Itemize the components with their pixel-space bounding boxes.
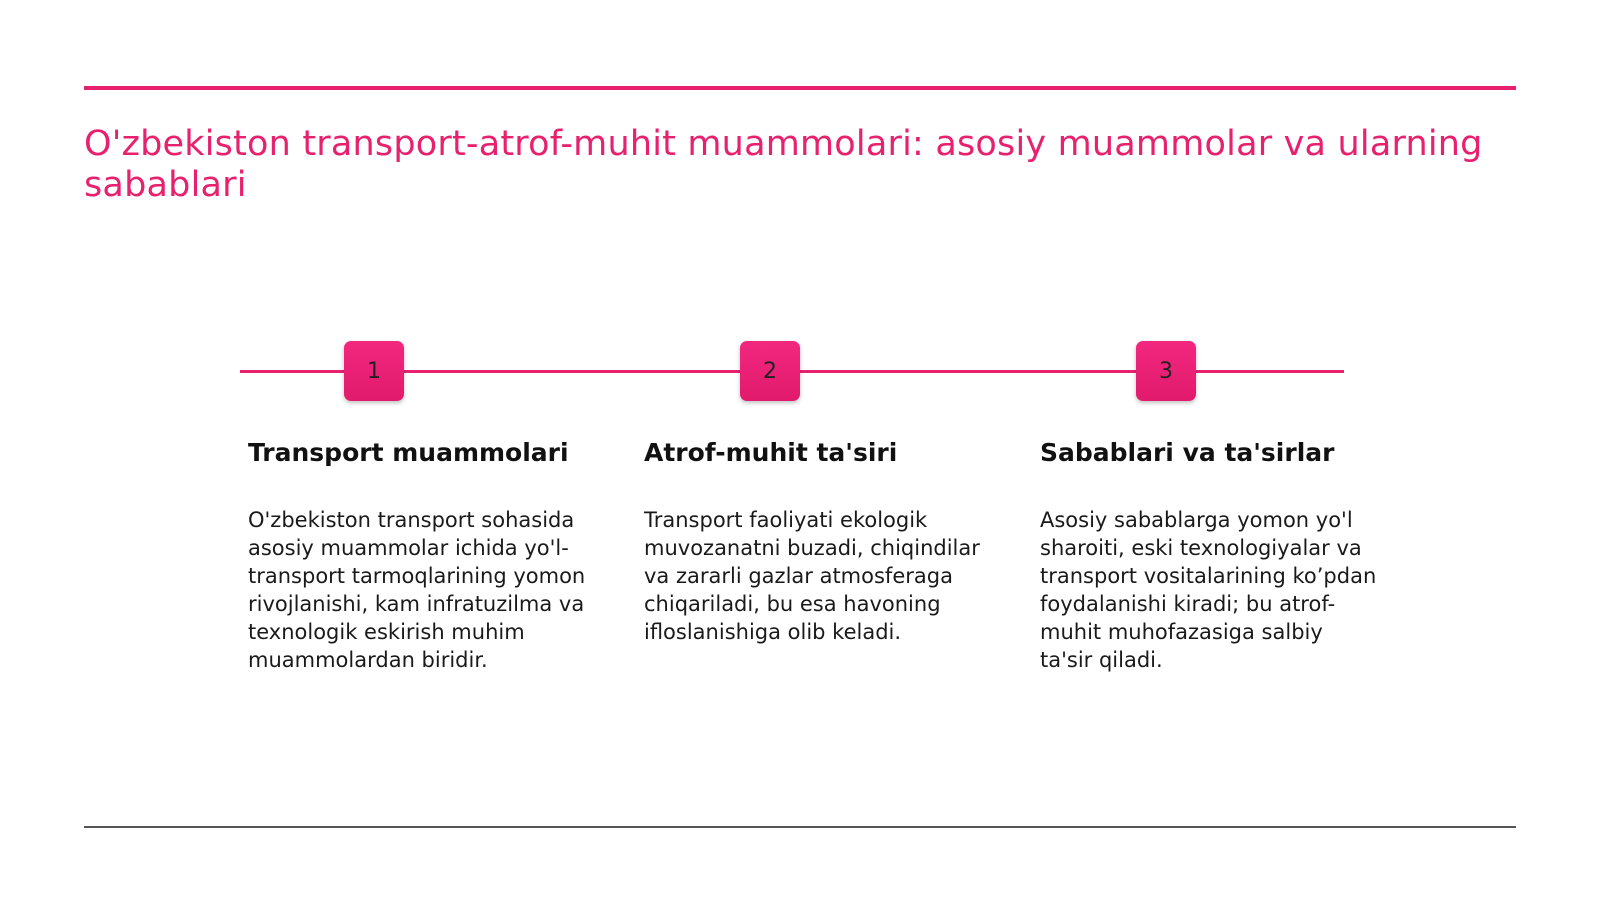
- step-2: [644, 438, 982, 646]
- bottom-rule: [84, 826, 1516, 828]
- step-2-title: Atrof-muhit ta'siri: [644, 438, 898, 467]
- slide-title: O'zbekiston transport-atrof-muhit muammolari: asosiy muammolar va ularning sabablari: [84, 124, 1483, 205]
- step-1-title: Transport muammolari: [248, 438, 569, 467]
- step-1: [248, 438, 586, 674]
- step-1-text: O'zbekiston transport sohasida asosiy muammolar ichida yo'l-transport tarmoqlarining yomon rivojlanishi, kam infratuzilma va texnologik eskirish muhim muammolardan biridir.: [248, 508, 586, 672]
- step-3-number-badge: 3: [1136, 341, 1196, 401]
- step-2-text: Transport faoliyati ekologik muvozanatni buzadi, chiqindilar va zararli gazlar atmosferaga chiqariladi, bu esa havoning ifloslanishiga olib keladi.: [644, 508, 980, 644]
- step-3: [1040, 438, 1378, 674]
- step-1-number-badge: 1: [344, 341, 404, 401]
- step-3-text: Asosiy sabablarga yomon yo'l sharoiti, eski texnologiyalar va transport vositalarining ko’pdan foydalanishi kiradi; bu atrof-muhit muhofazasiga salbiy ta'sir qiladi.: [1040, 508, 1377, 672]
- step-3-title: Sabablari va ta'sirlar: [1040, 438, 1335, 467]
- top-accent-rule: [84, 86, 1516, 90]
- step-2-number-badge: 2: [740, 341, 800, 401]
